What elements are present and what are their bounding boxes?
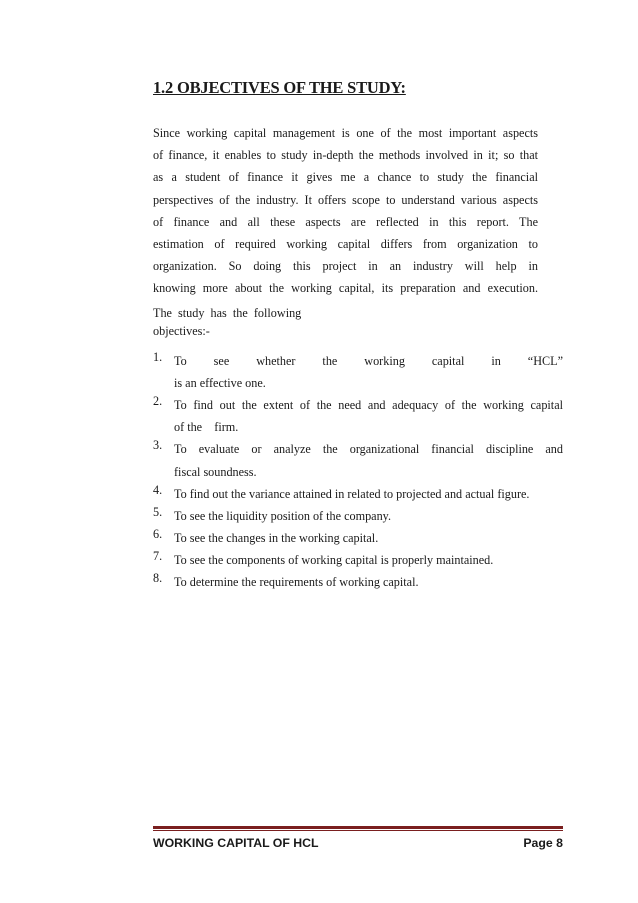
- paragraph-line: of finance and all these aspects are reflected in this report. The: [153, 214, 538, 229]
- list-item-text: fiscal soundness.: [174, 464, 257, 479]
- paragraph-line: knowing more about the working capital, its preparation and execution.: [153, 281, 538, 296]
- list-item-text: To evaluate or analyze the organizational financial discipline and: [174, 442, 563, 457]
- footer-rule-thin: [153, 830, 563, 831]
- paragraph-line: of finance, it enables to study in-depth the methods involved in it; so that: [153, 148, 538, 163]
- intro-line: The study has the following: [153, 306, 302, 320]
- paragraph-line: organization. So doing this project in an industry will help in: [153, 259, 538, 274]
- paragraph-line: perspectives of the industry. It offers scope to understand various aspects: [153, 192, 538, 207]
- list-item: [153, 350, 563, 394]
- list-item: [153, 549, 563, 571]
- paragraph-line: estimation of required working capital differs from organization to: [153, 236, 538, 251]
- paragraph-line: as a student of finance it gives me a chance to study the financial: [153, 170, 538, 185]
- list-item-text: To see the changes in the working capital.: [174, 530, 379, 545]
- list-item-text: of the firm.: [174, 420, 239, 435]
- body-paragraph: [153, 122, 538, 300]
- list-number: 7.: [153, 549, 163, 564]
- paragraph-line: Since working capital management is one of the most important aspects: [153, 126, 538, 140]
- list-item: [153, 505, 563, 527]
- list-item: [153, 483, 563, 505]
- list-item-text: To find out the variance attained in related to projected and actual figure.: [174, 486, 530, 501]
- list-number: 2.: [153, 394, 163, 409]
- list-item: [153, 571, 563, 593]
- footer-title: WORKING CAPITAL OF HCL: [153, 836, 319, 850]
- page-number: Page 8: [523, 836, 563, 850]
- list-number: 4.: [153, 482, 163, 497]
- list-item-text: is an effective one.: [174, 376, 266, 391]
- list-item: [153, 438, 563, 482]
- list-number: 3.: [153, 438, 163, 453]
- objectives-intro: [153, 304, 301, 340]
- section-heading: 1.2 OBJECTIVES OF THE STUDY:: [153, 78, 406, 97]
- list-number: 5.: [153, 504, 163, 519]
- list-item-text: To see the liquidity position of the company.: [174, 508, 392, 523]
- objectives-list: [153, 350, 563, 594]
- list-number: 6.: [153, 526, 163, 541]
- list-item-text: To determine the requirements of working capital.: [174, 575, 419, 590]
- list-number: 8.: [153, 571, 163, 586]
- list-item-text: To see whether the working capital in “HCL”: [174, 354, 563, 368]
- intro-line: objectives:-: [153, 324, 210, 338]
- list-item-text: To find out the extent of the need and adequacy of the working capital: [174, 398, 563, 413]
- list-item: [153, 527, 563, 549]
- list-item-text: To see the components of working capital is properly maintained.: [174, 553, 494, 568]
- list-item: [153, 394, 563, 438]
- footer-rule: [153, 826, 563, 829]
- list-number: 1.: [153, 350, 163, 364]
